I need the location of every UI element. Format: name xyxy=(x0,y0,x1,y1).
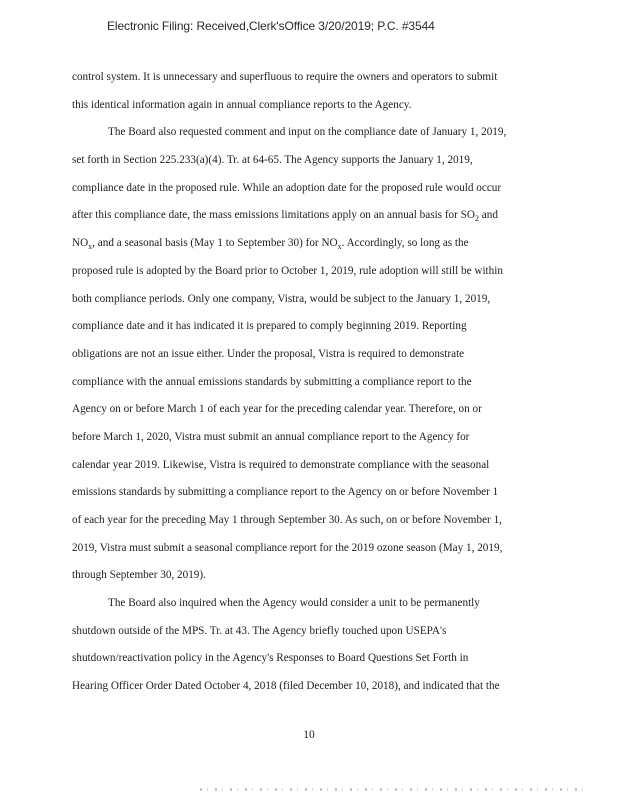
text-line: Hearing Officer Order Dated October 4, 2018 (filed December 10, 2018), and indicated that the xyxy=(72,680,500,693)
line-text: after this compliance date, the mass emissions limitations apply on an annual basis for SO xyxy=(72,209,475,222)
text-line: set forth in Section 225.233(a)(4). Tr. at 64-65. The Agency supports the January 1, 2019, xyxy=(72,154,473,167)
text-line: through September 30, 2019). xyxy=(72,569,206,582)
text-line-with-subscript xyxy=(72,202,547,230)
text-line: proposed rule is adopted by the Board prior to October 1, 2019, rule adoption will still be within xyxy=(72,264,503,277)
text-line: Agency on or before March 1 of each year for the preceding calendar year. Therefore, on or xyxy=(72,403,482,416)
so2-subscript: 2 xyxy=(474,214,479,224)
document-body xyxy=(72,64,547,701)
text-line: 2019, Vistra must submit a seasonal compliance report for the 2019 ozone season (May 1, 2019, xyxy=(72,541,503,554)
text-line: before March 1, 2020, Vistra must submit an annual compliance report to the Agency for xyxy=(72,430,470,443)
text-line-with-subscript xyxy=(72,230,547,258)
text-line: both compliance periods. Only one company, Vistra, would be subject to the January 1, 2019, xyxy=(72,292,491,305)
line-tail: . Accordingly, so long as the xyxy=(341,237,469,250)
text-line: shutdown outside of the MPS. Tr. at 43. The Agency briefly touched upon USEPA's xyxy=(72,624,447,637)
text-line: emissions standards by submitting a compliance report to the Agency on or before November 1 xyxy=(72,486,499,499)
electronic-filing-header: Electronic Filing: Received,Clerk'sOffice 3/20/2019; P.C. #3544 xyxy=(107,19,435,33)
text-line: shutdown/reactivation policy in the Agency's Responses to Board Questions Set Forth in xyxy=(72,652,469,665)
text-line: this identical information again in annual compliance reports to the Agency. xyxy=(72,98,412,111)
line-tail: and xyxy=(478,209,498,222)
page-number: 10 xyxy=(303,729,315,741)
text-line: calendar year 2019. Likewise, Vistra is required to demonstrate compliance with the seasonal xyxy=(72,458,490,471)
line-text: NO xyxy=(72,237,89,250)
text-line: of each year for the preceding May 1 through September 30. As such, on or before November 1, xyxy=(72,514,502,526)
text-line: obligations are not an issue either. Under the proposal, Vistra is required to demonstrate xyxy=(72,347,465,360)
paragraph-start-line: The Board also inquired when the Agency would consider a unit to be permanently xyxy=(108,597,480,610)
text-line: compliance date and it has indicated it is prepared to comply beginning 2019. Reporting xyxy=(72,320,467,333)
nox-subscript: x xyxy=(337,242,342,252)
nox-subscript: x xyxy=(88,242,93,252)
text-line: compliance date in the proposed rule. While an adoption date for the proposed rule would occur xyxy=(72,181,502,194)
paragraph-start-line: The Board also requested comment and input on the compliance date of January 1, 2019, xyxy=(108,126,507,139)
text-line: control system. It is unnecessary and superfluous to require the owners and operators to submit xyxy=(72,71,498,83)
line-tail: , and a seasonal basis (May 1 to September 30) for NO xyxy=(92,237,338,250)
text-line: compliance with the annual emissions standards by submitting a compliance report to the xyxy=(72,375,472,388)
scan-artifact xyxy=(200,788,590,791)
